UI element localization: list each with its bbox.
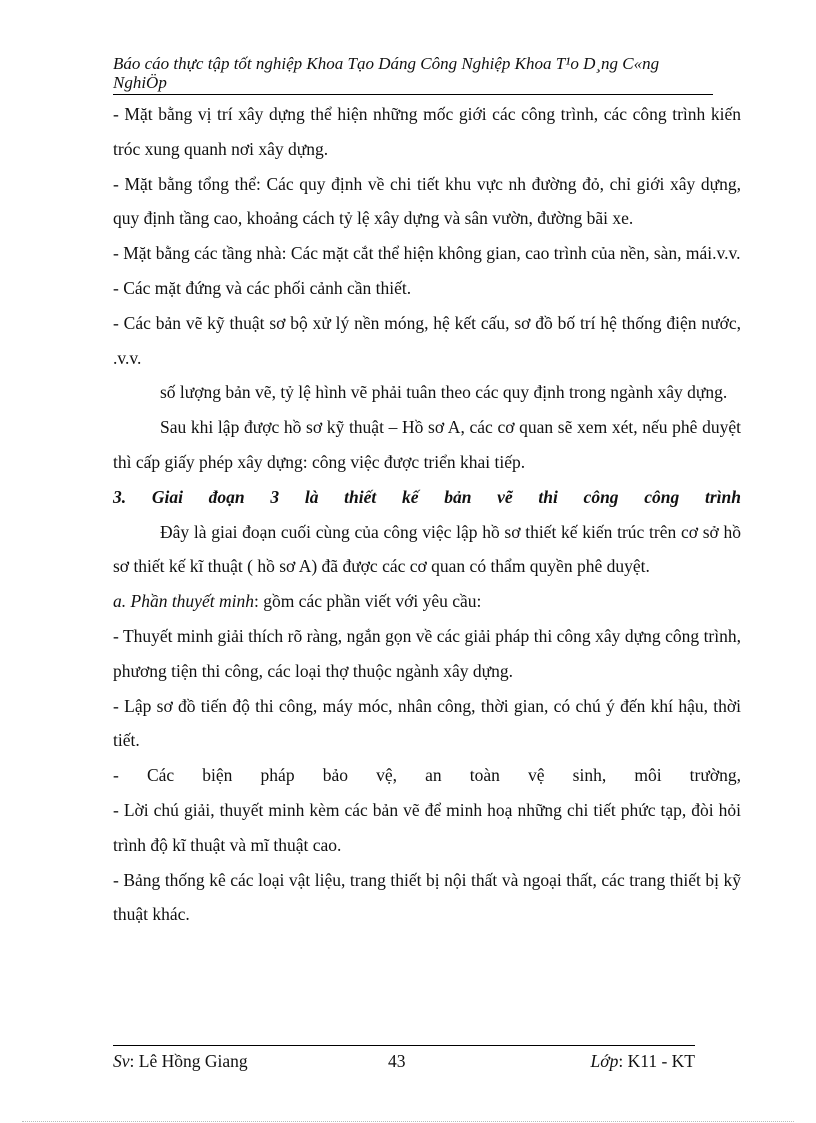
footer-student <box>113 1050 248 1072</box>
subsection-a-text: : gồm các phần viết với yêu cầu: <box>253 591 482 612</box>
footer-class-label: Lớp <box>590 1051 619 1071</box>
document-body <box>113 97 741 932</box>
subsection-a-label: a. Phần thuyết minh <box>113 591 254 612</box>
section-intro: Đây là giai đoạn cuối cùng của công việc lập hồ sơ thiết kế kiến trúc trên cơ sở hồ sơ thiết kế kĩ thuật ( hồ sơ A) đã được các cơ quan có thẩm quyền phê duyệt. <box>113 521 741 577</box>
page-edge-divider <box>22 1121 794 1122</box>
footer-student-label: Sv <box>113 1051 130 1071</box>
section-heading: 3. Giai đoạn 3 là thiết kế bản vẽ thi công công trình <box>113 486 741 507</box>
footer-divider <box>113 1045 695 1046</box>
list-item: - Thuyết minh giải thích rõ ràng, ngắn gọn về các giải pháp thi công xây dựng công trình, phương tiện thi công, các loại thợ thuộc ngành xây dựng. <box>113 625 741 681</box>
header-text: Báo cáo thực tập tốt nghiệp Khoa Tạo Dáng Công Nghiệp Khoa T¹o D¸ng C«ng NghiÖp <box>113 54 660 92</box>
paragraph: - Các mặt đứng và các phối cảnh cần thiết. <box>113 277 412 298</box>
running-header <box>113 54 713 95</box>
paragraph: Sau khi lập được hồ sơ kỹ thuật – Hồ sơ A, các cơ quan sẽ xem xét, nếu phê duyệt thì cấp giấy phép xây dựng: công việc được triển khai tiếp. <box>113 417 741 472</box>
footer-class <box>591 1050 695 1072</box>
paragraph: số lượng bản vẽ, tỷ lệ hình vẽ phải tuân theo các quy định trong ngành xây dựng. <box>160 382 728 403</box>
list-item: - Lập sơ đồ tiến độ thi công, máy móc, nhân công, thời gian, có chú ý đến khí hậu, thời tiết. <box>113 695 741 751</box>
list-item: - Lời chú giải, thuyết minh kèm các bản vẽ để minh hoạ những chi tiết phức tạp, đòi hỏi trình độ kĩ thuật và mĩ thuật cao. <box>113 799 741 855</box>
paragraph: - Các bản vẽ kỹ thuật sơ bộ xử lý nền móng, hệ kết cấu, sơ đồ bố trí hệ thống điện nước, .v.v. <box>113 312 741 368</box>
subsection-a <box>113 584 741 619</box>
list-item: - Các biện pháp bảo vệ, an toàn vệ sinh, môi trường, <box>113 765 741 786</box>
paragraph: - Mặt bằng tổng thể: Các quy định về chi tiết khu vực nh đường đỏ, chỉ giới xây dựng, quy định tầng cao, khoảng cách tỷ lệ xây dựng và sân vườn, đường bãi xe. <box>113 173 741 229</box>
footer-class-value: : K11 - KT <box>618 1051 695 1071</box>
paragraph: - Mặt bằng vị trí xây dựng thể hiện những mốc giới các công trình, các công trình kiến tróc xung quanh nơi xây dựng. <box>113 104 741 159</box>
paragraph: - Mặt bằng các tầng nhà: Các mặt cắt thể hiện không gian, cao trình của nền, sàn, mái.v.v. <box>113 243 741 264</box>
page-number: 43 <box>388 1051 406 1071</box>
list-item: - Bảng thống kê các loại vật liệu, trang thiết bị nội thất và ngoại thất, các trang thiết bị kỹ thuật khác. <box>113 869 741 925</box>
footer-student-name: : Lê Hồng Giang <box>129 1051 248 1071</box>
